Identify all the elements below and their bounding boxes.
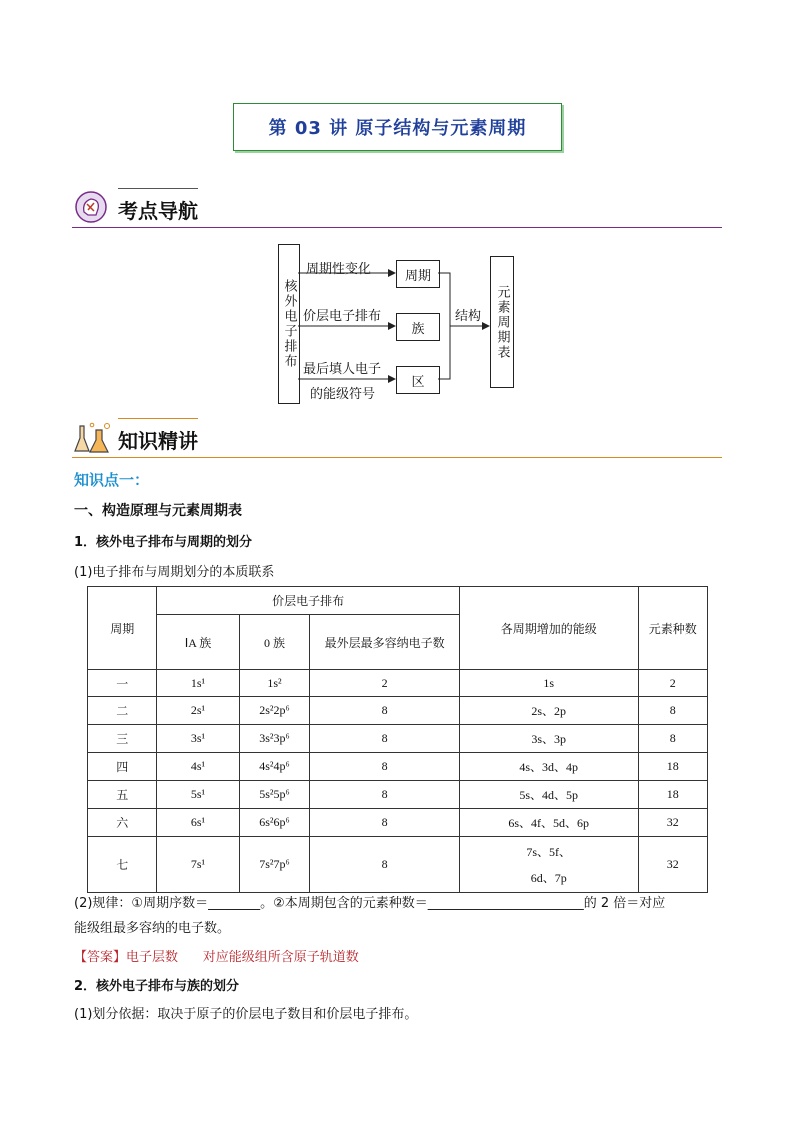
cell-zero: 4s²4p⁶ bbox=[239, 753, 310, 781]
section-header-knowledge bbox=[72, 418, 722, 458]
cell-ia: 6s¹ bbox=[157, 809, 239, 837]
diagram-period-label: 周期 bbox=[404, 268, 431, 284]
diagram-left-box bbox=[278, 244, 300, 404]
cell-period: 三 bbox=[88, 725, 157, 753]
cell-ia: 7s¹ bbox=[157, 837, 239, 893]
table-row bbox=[88, 809, 708, 837]
cell-period: 一 bbox=[88, 670, 157, 697]
table-row bbox=[88, 725, 708, 753]
cell-count: 32 bbox=[638, 809, 707, 837]
cell-zero: 5s²5p⁶ bbox=[239, 781, 310, 809]
cell-max: 8 bbox=[310, 725, 459, 753]
table-row bbox=[88, 837, 708, 893]
cell-count: 8 bbox=[638, 725, 707, 753]
cell-levels: 3s、3p bbox=[459, 725, 638, 753]
section-title: 考点导航 bbox=[118, 199, 198, 223]
cell-max: 8 bbox=[310, 837, 459, 893]
page-title: 第 03 讲 原子结构与元素周期 bbox=[233, 103, 562, 151]
cell-count: 2 bbox=[638, 670, 707, 697]
period-table bbox=[87, 586, 708, 893]
diagram-edge-last-fill: 最后填人电子 bbox=[303, 362, 382, 377]
cell-max: 8 bbox=[310, 809, 459, 837]
cell-levels: 6s、4f、5d、6p bbox=[459, 809, 638, 837]
diagram-edge-periodic: 周期性变化 bbox=[306, 262, 372, 277]
heading-period-division: 1．核外电子排布与周期的划分 bbox=[74, 535, 253, 550]
knowledge-point-label: 知识点一： bbox=[74, 471, 150, 489]
cell-period: 六 bbox=[88, 809, 157, 837]
header-added-levels: 各周期增加的能级 bbox=[459, 587, 638, 670]
cell-levels: 7s、5f、 6d、7p bbox=[459, 837, 638, 893]
cell-max: 8 bbox=[310, 697, 459, 725]
cell-levels: 4s、3d、4p bbox=[459, 753, 638, 781]
diagram-right-label: 元素周期表 bbox=[494, 284, 510, 360]
cell-zero: 1s² bbox=[239, 670, 310, 697]
table-row bbox=[88, 781, 708, 809]
answer-tag: 【答案】 bbox=[74, 950, 127, 965]
diagram-edge-level-symbol: 的能级符号 bbox=[310, 387, 376, 402]
header-group-ia: ⅠA 族 bbox=[157, 615, 239, 670]
table-row bbox=[88, 697, 708, 725]
cell-zero: 7s²7p⁶ bbox=[239, 837, 310, 893]
section-title: 知识精讲 bbox=[118, 429, 198, 453]
diagram-edge-valence: 价层电子排布 bbox=[303, 309, 382, 324]
cell-count: 18 bbox=[638, 781, 707, 809]
cell-count: 32 bbox=[638, 837, 707, 893]
table-row bbox=[88, 670, 708, 697]
header-valence: 价层电子排布 bbox=[157, 587, 459, 615]
flask-icon bbox=[74, 420, 106, 452]
cell-max: 2 bbox=[310, 670, 459, 697]
cell-zero: 2s²2p⁶ bbox=[239, 697, 310, 725]
cell-ia: 4s¹ bbox=[157, 753, 239, 781]
cell-count: 18 bbox=[638, 753, 707, 781]
answer-line bbox=[74, 946, 359, 965]
header-element-count: 元素种数 bbox=[638, 587, 707, 670]
cell-ia: 3s¹ bbox=[157, 725, 239, 753]
paragraph-essential-link: (1)电子排布与周期划分的本质联系 bbox=[74, 565, 275, 580]
cell-period: 四 bbox=[88, 753, 157, 781]
cell-max: 8 bbox=[310, 781, 459, 809]
cell-zero: 6s²6p⁶ bbox=[239, 809, 310, 837]
cell-ia: 1s¹ bbox=[157, 670, 239, 697]
diagram-left-label: 核外电子排布 bbox=[281, 279, 297, 369]
cell-levels: 2s、2p bbox=[459, 697, 638, 725]
heading-group-division: 2．核外电子排布与族的划分 bbox=[74, 979, 240, 994]
cell-levels: 1s bbox=[459, 670, 638, 697]
cell-period: 七 bbox=[88, 837, 157, 893]
cell-period: 五 bbox=[88, 781, 157, 809]
cell-ia: 2s¹ bbox=[157, 697, 239, 725]
diagram-group-label: 族 bbox=[411, 321, 425, 337]
cell-ia: 5s¹ bbox=[157, 781, 239, 809]
section-header-navigation bbox=[72, 188, 722, 228]
header-max-electrons: 最外层最多容纳电子数 bbox=[310, 615, 459, 670]
cell-zero: 3s²3p⁶ bbox=[239, 725, 310, 753]
paragraph-division-basis: (1)划分依据：取决于原子的价层电子数目和价层电子排布。 bbox=[74, 1007, 418, 1022]
header-period: 周期 bbox=[88, 587, 157, 670]
diagram-edge-structure: 结构 bbox=[455, 309, 482, 324]
table-row bbox=[88, 753, 708, 781]
diagram-block-label: 区 bbox=[411, 374, 425, 390]
heading-construction-principle: 一、构造原理与元素周期表 bbox=[74, 503, 242, 519]
cell-max: 8 bbox=[310, 753, 459, 781]
cell-period: 二 bbox=[88, 697, 157, 725]
cell-levels: 5s、4d、5p bbox=[459, 781, 638, 809]
answer-text: 电子层数 对应能级组所含原子轨道数 bbox=[126, 950, 359, 965]
rule-line-2: 能级组最多容纳的电子数。 bbox=[74, 921, 231, 936]
cell-count: 8 bbox=[638, 697, 707, 725]
brain-icon bbox=[74, 190, 106, 222]
rule-line-1: (2)规律：①周期序数＝________。②本周期包含的元素种数＝________________________的 2 倍＝对应 bbox=[74, 896, 666, 911]
header-group-zero: 0 族 bbox=[239, 615, 310, 670]
